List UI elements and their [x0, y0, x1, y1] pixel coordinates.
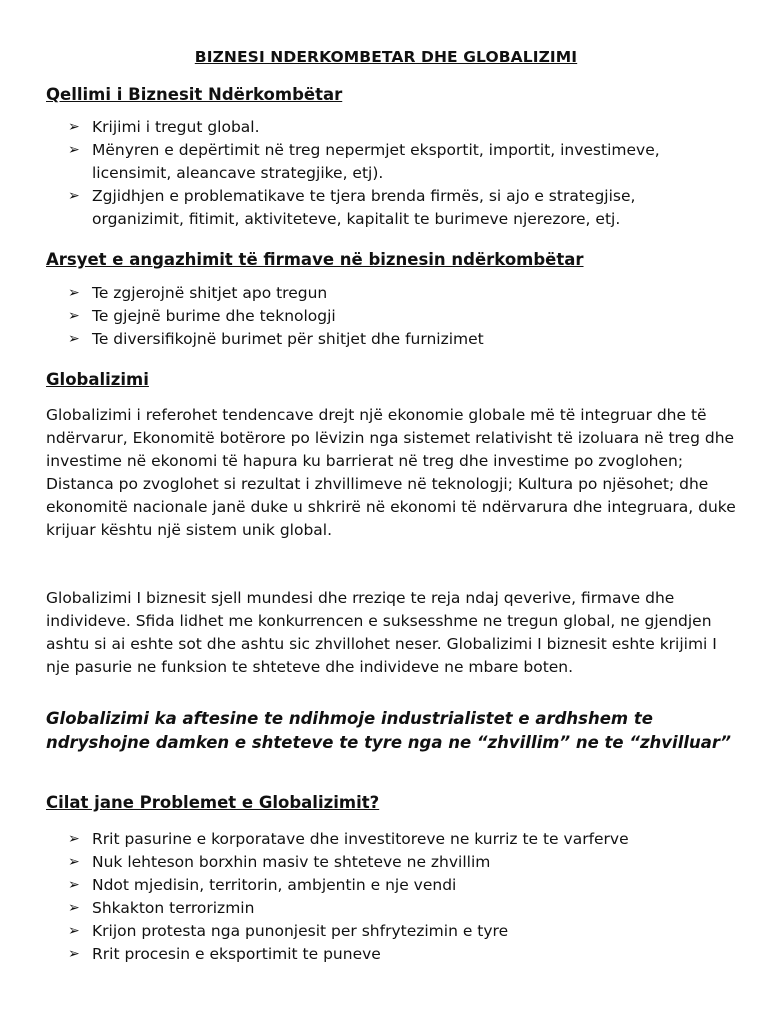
document-page [46, 0, 736, 1024]
arrow-bullet-icon: ➢ [68, 331, 80, 347]
arrow-bullet-icon: ➢ [68, 142, 80, 158]
arrow-bullet-icon: ➢ [68, 831, 80, 847]
paragraph-globalizimi-2: Globalizimi I biznesit sjell mundesi dhe rreziqe te reja ndaj qeverive, firmave dhe individeve. Sfida lidhet me konkurrencen e suksesshme ne tregun global, ne gjendjen ashtu si ai eshte sot dhe ashtu sic zhvillohet neser. Globalizimi I biznesit eshte krijimi I nje pasurie ne funksion te shteteve dhe individeve ne mbare boten. [46, 589, 717, 676]
list-item: ➢ Te diversifikojnë burimet për shitjet dhe furnizimet [68, 328, 728, 351]
list-item: ➢ Krijimi i tregut global. [68, 116, 728, 139]
arrow-bullet-icon: ➢ [68, 119, 80, 135]
list-item: ➢ Rrit pasurine e korporatave dhe investitoreve ne kurriz te te varferve [68, 828, 728, 851]
arrow-bullet-icon: ➢ [68, 923, 80, 939]
list-item: ➢ Ndot mjedisin, territorin, ambjentin e nje vendi [68, 874, 728, 897]
list-item: ➢ Mënyren e depërtimit në treg nepermjet eksportit, importit, investimeve, licensimit, aleancave strategjike, etj). [68, 141, 660, 182]
list-item: ➢ Shkakton terrorizmin [68, 897, 728, 920]
emphasis-quote: Globalizimi ka aftesine te ndihmoje industrialistet e ardhshem te ndryshojne damken e shteteve te tyre nga ne “zhvillim” ne te “zhvilluar” [46, 709, 731, 752]
arrow-bullet-icon: ➢ [68, 946, 80, 962]
arrow-bullet-icon: ➢ [68, 854, 80, 870]
list-problemet [68, 828, 728, 966]
heading-problemet: Cilat jane Problemet e Globalizimit? [46, 793, 380, 812]
list-item: ➢ Krijon protesta nga punonjesit per shfrytezimin e tyre [68, 920, 728, 943]
document-title: BIZNESI NDERKOMBETAR DHE GLOBALIZIMI [194, 48, 578, 66]
arrow-bullet-icon: ➢ [68, 900, 80, 916]
heading-qellimi: Qellimi i Biznesit Ndërkombëtar [46, 85, 343, 104]
paragraph-globalizimi-1: Globalizimi i referohet tendencave drejt një ekonomie globale më të integruar dhe të ndërvarur, Ekonomitë botërore po lëvizin nga sistemet relativisht të izoluara në treg dhe investime në ekonomi të hapura ku barrierat në treg dhe investime po zvoglohen; Distanca po zvoglohet si rezultat i zhvillimeve në teknologji; Kultura po njësohet; dhe ekonomitë nacionale janë duke u shkrirë në ekonomi të ndërvarura dhe integruara, duke krijuar kështu një sistem unik global. [46, 406, 736, 539]
heading-arsyet: Arsyet e angazhimit të firmave në biznesin ndërkombëtar [46, 250, 584, 269]
list-qellimi [68, 116, 728, 231]
list-item: ➢ Nuk lehteson borxhin masiv te shteteve ne zhvillim [68, 851, 728, 874]
arrow-bullet-icon: ➢ [68, 877, 80, 893]
list-arsyet [68, 282, 728, 351]
list-item: ➢ Te gjejnë burime dhe teknologji [68, 305, 728, 328]
list-item: ➢ Rrit procesin e eksportimit te puneve [68, 943, 728, 966]
arrow-bullet-icon: ➢ [68, 285, 80, 301]
arrow-bullet-icon: ➢ [68, 188, 80, 204]
list-item: ➢ Zgjidhjen e problematikave te tjera brenda firmës, si ajo e strategjise, organizimit, fitimit, aktiviteteve, kapitalit te burimeve njerezore, etj. [68, 187, 636, 228]
arrow-bullet-icon: ➢ [68, 308, 80, 324]
list-item: ➢ Te zgjerojnë shitjet apo tregun [68, 282, 728, 305]
heading-globalizimi: Globalizimi [46, 370, 149, 389]
